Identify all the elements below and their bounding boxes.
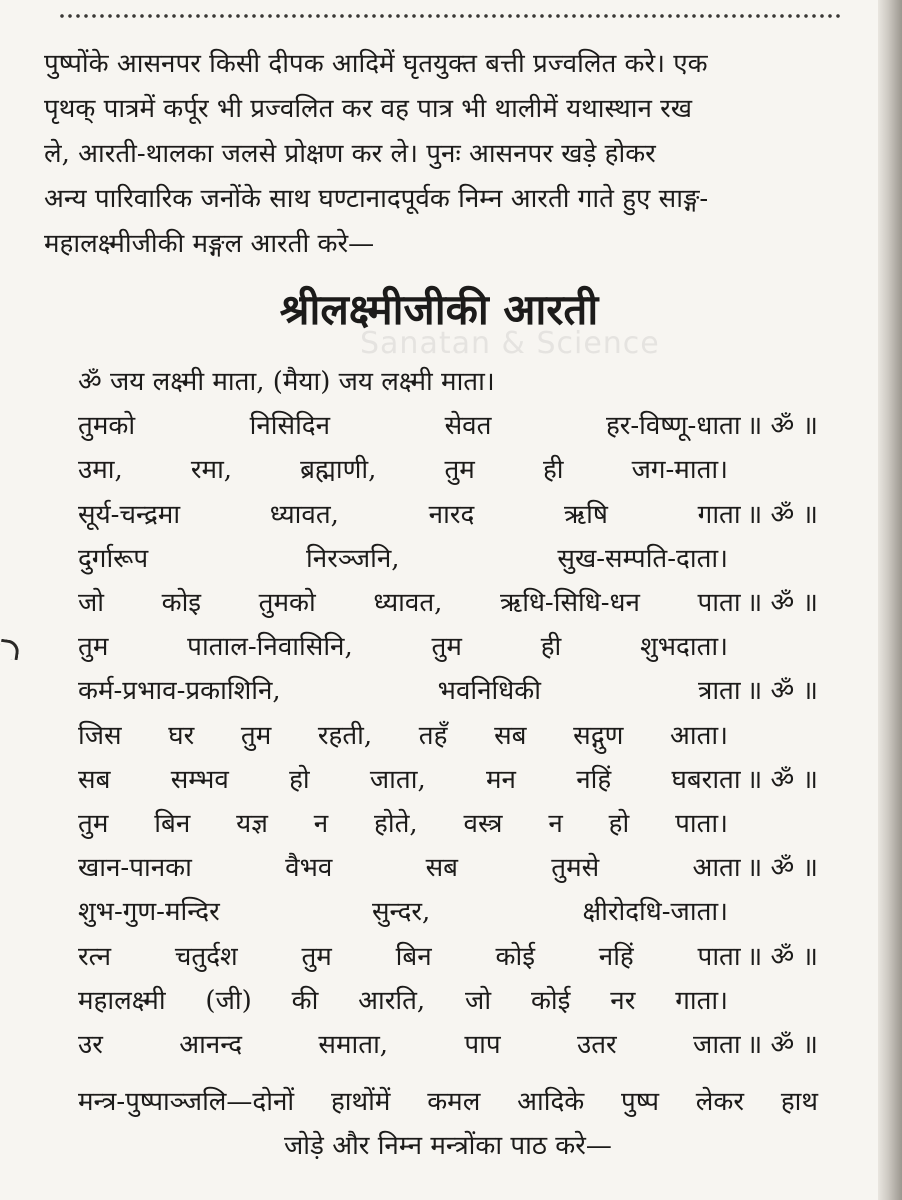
verse-text: कर्म-प्रभाव-प्रकाशिनि, भवनिधिकी त्राता: [78, 676, 741, 707]
verse-line: [78, 756, 818, 800]
verse-refrain: ॥ ॐ ॥: [746, 1029, 818, 1060]
verse-line: [78, 491, 818, 535]
mantra-pushpanjali: [78, 1080, 818, 1168]
verse-line: [78, 1021, 818, 1065]
margin-pen-mark: [0, 639, 20, 660]
verse-text: उर आनन्द समाता, पाप उतर जाता: [78, 1029, 741, 1060]
verse-line: [78, 358, 818, 402]
verse-line: [78, 667, 818, 711]
aarti-title: श्रीलक्ष्मीजीकी आरती: [279, 285, 599, 334]
verse-text: उमा, रमा, ब्रह्माणी, तुम ही जग-माता।: [78, 455, 728, 486]
verse-line: [78, 712, 818, 756]
intro-paragraph: [44, 42, 844, 267]
verse-line: [78, 446, 818, 490]
verse-refrain: ॥ ॐ ॥: [746, 499, 818, 530]
verse-line: [78, 579, 818, 623]
verse-text: सूर्य-चन्द्रमा ध्यावत, नारद ऋषि गाता: [78, 499, 741, 530]
mantra-line: जोड़े और निम्न मन्त्रोंका पाठ करे—: [284, 1131, 612, 1161]
watermark-text: Sanatan & Science: [360, 326, 660, 361]
verse-text: रत्न चतुर्दश तुम बिन कोई नहिं पाता: [78, 941, 741, 972]
verse-text: सब सम्भव हो जाता, मन नहिं घबराता: [78, 764, 741, 795]
intro-line: महालक्ष्मीजीकी मङ्गल आरती करे—: [44, 229, 375, 259]
intro-line: पृथक् पात्रमें कर्पूर भी प्रज्वलित कर वह पात्र भी थालीमें यथास्थान रख: [44, 94, 693, 124]
verse-line: [78, 623, 818, 667]
verse-line: [78, 977, 818, 1021]
verse-text: जो कोइ तुमको ध्यावत, ऋधि-सिधि-धन पाता: [78, 588, 741, 619]
verse-line: [78, 402, 818, 446]
verse-text: तुमको निसिदिन सेवत हर-विष्णू-धाता: [78, 411, 741, 442]
verse-line: [78, 844, 818, 888]
verse-text: शुभ-गुण-मन्दिर सुन्दर, क्षीरोदधि-जाता।: [78, 897, 728, 928]
mantra-line: मन्त्र-पुष्पाञ्जलि—दोनों हाथोंमें कमल आदिके पुष्प लेकर हाथ: [78, 1087, 818, 1117]
verse-text: दुर्गारूप निरञ्जनि, सुख-सम्पति-दाता।: [78, 543, 728, 574]
intro-line: पुष्पोंके आसनपर किसी दीपक आदिमें घृतयुक्त बत्ती प्रज्वलित करे। एक: [44, 49, 708, 79]
verse-text: जिस घर तुम रहती, तहँ सब सद्गुण आता।: [78, 720, 728, 751]
book-spine-shadow: [878, 0, 902, 1200]
verse-text: तुम बिन यज्ञ न होते, वस्त्र न हो पाता।: [78, 808, 728, 839]
verse-refrain: ॥ ॐ ॥: [746, 676, 818, 707]
verse-text: खान-पानका वैभव सब तुमसे आता: [78, 853, 741, 884]
verse-refrain: ॥ ॐ ॥: [746, 411, 818, 442]
verse-text: महालक्ष्मी (जी) की आरति, जो कोई नर गाता।: [78, 985, 728, 1016]
verse-line: [78, 535, 818, 579]
verse-text: तुम पाताल-निवासिनि, तुम ही शुभदाता।: [78, 632, 728, 663]
dotted-top-rule: [58, 12, 843, 20]
verse-refrain: ॥ ॐ ॥: [746, 764, 818, 795]
verse-line: [78, 932, 818, 976]
verse-refrain: ॥ ॐ ॥: [746, 588, 818, 619]
aarti-verses: [78, 358, 818, 1065]
verse-text: ॐ जय लक्ष्मी माता, (मैया) जय लक्ष्मी माता।: [78, 367, 495, 398]
intro-line: अन्य पारिवारिक जनोंके साथ घण्टानादपूर्वक निम्न आरती गाते हुए साङ्ग-: [44, 184, 709, 214]
verse-refrain: ॥ ॐ ॥: [746, 941, 818, 972]
intro-line: ले, आरती-थालका जलसे प्रोक्षण कर ले। पुनः आसनपर खड़े होकर: [44, 139, 656, 169]
verse-line: [78, 800, 818, 844]
verse-refrain: ॥ ॐ ॥: [746, 853, 818, 884]
verse-line: [78, 888, 818, 932]
